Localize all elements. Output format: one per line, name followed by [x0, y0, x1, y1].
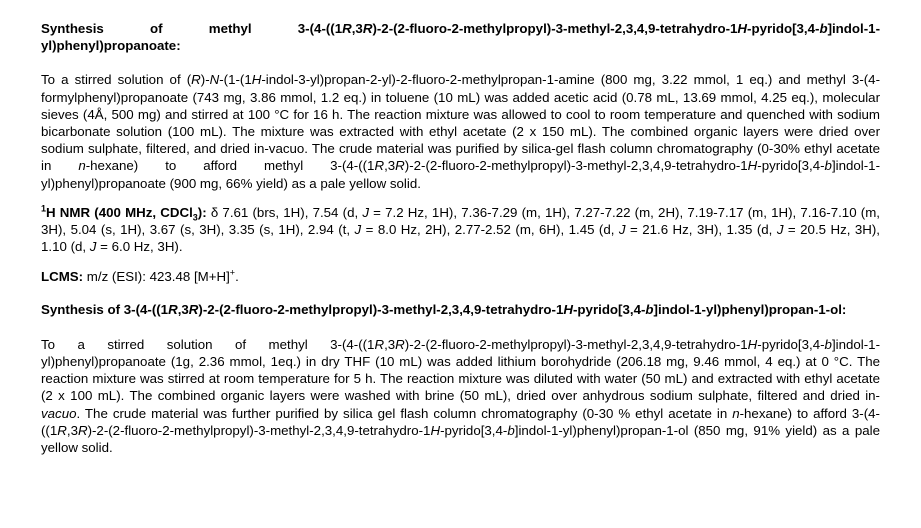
section1-heading: Synthesis of methyl 3-(4-((1R,3R)-2-(2-fluoro-2-methylpropyl)-3-methyl-2,3,4,9-tetrahydro-1H-pyrido[3,4-b]indol-1-yl)phenyl)propanoate: [41, 21, 880, 54]
section1-nmr: $^1$H NMR (400 MHz, CDCl$_3$): δ 7.61 (brs, 1H), 7.54 (d, J = 7.2 Hz, 1H), 7.36-7.29 (m, 1H), 7.27-7.22 (m, 2H), 7.19-7.17 (m, 1H), 7.16-7.10 (m, 3H), 5.04 (s, 1H), 3.67 (s, 3H), 3.35 (s, 1H), 2.94 (t, J = 8.0 Hz, 2H), 2.77-2.52 (m, 6H), 1.45 (d, J = 21.6 Hz, 3H), 1.35 (d, J = 20.5 Hz, 3H), 1.10 (d, J = 6.0 Hz, 3H). [41, 203, 880, 255]
section2-heading: Synthesis of 3-(4-((1R,3R)-2-(2-fluoro-2-methylpropyl)-3-methyl-2,3,4,9-tetrahydro-1H-pyrido[3,4-b]indol-1-yl)phenyl)propan-1-ol: [41, 301, 847, 317]
section2-procedure: To a stirred solution of methyl 3-(4-((1R,3R)-2-(2-fluoro-2-methylpropyl)-3-methyl-2,3,4,9-tetrahydro-1H-pyrido[3,4-b]indol-1-yl)phenyl)propanoate (1g, 2.36 mmol, 1eq.) in dry THF (10 mL) was added lithium borohydride (206.18 mg, 9.46 mmol, 4 eq.) at 0 °C. The reaction mixture was stirred at room temperature for 5 h. The reaction mixture was diluted with water (50 mL) and extracted with ethyl acetate (2 x 100 mL). The combined organic layers were washed with brine (50 mL), dried over anhydrous sodium sulphate, filtered and dried in-vacuo. The crude material was further purified by silica gel flash column chromatography (0-30 % ethyl acetate in n-hexane) to afford 3-(4-((1R,3R)-2-(2-fluoro-2-methylpropyl)-3-methyl-2,3,4,9-tetrahydro-1H-pyrido[3,4-b]indol-1-yl)phenyl)propan-1-ol (850 mg, 91% yield) as a pale yellow solid. [41, 336, 880, 456]
section1-procedure: To a stirred solution of (R)-N-(1-(1H-indol-3-yl)propan-2-yl)-2-fluoro-2-methylpropan-1-amine (800 mg, 3.22 mmol, 1 eq.) and methyl 3-(4-formylphenyl)propanoate (743 mg, 3.86 mmol, 1.2 eq.) in toluene (10 mL) was added acetic acid (0.78 mL, 13.69 mmol, 4.25 eq.), molecular sieves (4Å, 500 mg) and stirred at 100 °C for 16 h. The reaction mixture was allowed to cool to room temperature and quenched with sodium bicarbonate solution (100 mL). The mixture was extracted with ethyl acetate (2 x 150 mL). The combined organic layers were dried over sodium sulphate, filtered, and dried in-vacuo. The crude material was purified by silica-gel flash column chromatography (0-30% ethyl acetate in n-hexane) to afford methyl 3-(4-((1R,3R)-2-(2-fluoro-2-methylpropyl)-3-methyl-2,3,4,9-tetrahydro-1H-pyrido[3,4-b]indol-1-yl)phenyl)propanoate (900 mg, 66% yield) as a pale yellow solid. [41, 72, 880, 191]
section1-lcms: LCMS: m/z (ESI): 423.48 [M+H]+. [41, 268, 239, 285]
